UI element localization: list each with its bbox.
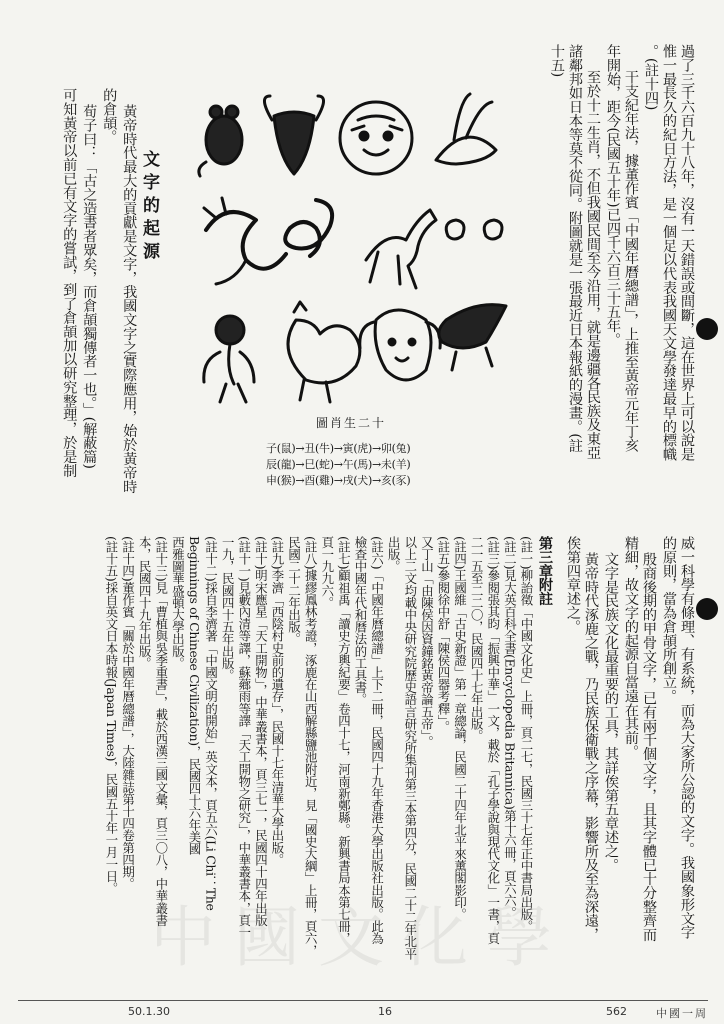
zodiac-branch: 辰(龍) xyxy=(266,458,296,471)
text-column: 。(註十四) xyxy=(643,44,659,111)
endnote-column: Beginnings of Chinese Civilization)，民國四十六年美國 xyxy=(187,536,202,855)
zodiac-branch: →丑(牛) xyxy=(295,442,334,455)
endnote-column: 以上二文均載中央研究院歷史語言研究所集刊第三本第四分，民國二十二年北平 xyxy=(402,536,418,960)
endnote-column: 檢查中國年代和曆法的工具書。 xyxy=(353,536,368,706)
footer-issue-number: 562 xyxy=(606,1005,627,1018)
rat-figure xyxy=(199,106,242,176)
zodiac-branch: →寅(虎) xyxy=(333,442,373,455)
endnote-column: 又丁山「由陳侯因資鐘銘黃帝論五帝」。 xyxy=(419,536,435,748)
zodiac-branch: 申(猴) xyxy=(266,474,296,487)
endnote-column: 民國二十二年出版。 xyxy=(286,536,302,645)
zodiac-branch: →卯(兔) xyxy=(372,442,411,455)
zodiac-branch: →午(馬) xyxy=(333,458,373,471)
endnote-column: (註九)李濟「西陰村史前的遺存」，民國十七年清華大學出版。 xyxy=(270,536,285,866)
text-column: 干支紀年法，據董作賓「中國年曆總譜」，上推至黃帝元年丁亥 xyxy=(623,70,639,453)
zodiac-branch: →巳(蛇) xyxy=(295,458,334,471)
text-column: 的倉頡。 xyxy=(101,88,118,144)
endnote-column: (註十二)採自李濟著「中國文明的開始」英文本，頁五六(Li Chi：The xyxy=(203,536,219,911)
footer-rule xyxy=(18,1000,708,1001)
text-column: 諸鄰邦如日本等莫不從同。附圖就是一張最近日本報紙的漫畫。(註 xyxy=(567,44,583,453)
endnote-column: (註三)參閱張其昀「振興中華」一文，載於「孔子學說與現代文化」一書，頁 xyxy=(485,536,501,945)
zodiac-row xyxy=(266,440,410,456)
dragon-figure xyxy=(204,198,286,284)
endnote-column: (註八)據繆鳳林考證，涿鹿在山西解縣鹽池附近，見「國史大綱」上冊，頁六， xyxy=(303,536,319,957)
endnote-column: (註十三)見「曹植與吳季重書」，載於西漢三國文彙，頁三〇八，中華叢書 xyxy=(153,536,169,927)
text-column: 俟第四章述之。 xyxy=(565,536,581,634)
endnote-column: 西雅圖華盛頓大學出版。 xyxy=(170,536,186,670)
zodiac-branch: →亥(豕) xyxy=(372,474,411,487)
endnote-column: (註七)顧祖禹「讀史方輿紀要」卷四十七，河南新鄭縣。新興書局本第七冊， xyxy=(336,536,352,945)
text-column: 的原則，當為倉頡所創立。 xyxy=(661,536,677,703)
dog-figure xyxy=(360,310,440,380)
text-column: 惟一最長久的紀日方法，是一個足以代表我國天文學發達最早的標幟 xyxy=(661,44,677,462)
section-title: 文字的起源 xyxy=(139,150,159,265)
binding-hole xyxy=(696,598,718,620)
rabbit-figure xyxy=(436,94,496,164)
zodiac-branch: →戌(犬) xyxy=(333,474,373,487)
rooster-figure xyxy=(288,302,360,402)
ox-figure xyxy=(264,96,323,174)
endnote-column: 本，民國四十九年出版。 xyxy=(137,536,153,670)
text-column: 過了三千六百九十八年，沒有一天錯誤或間斷，這在世界上可以說是 xyxy=(679,44,695,462)
endnote-column: 一九，民國四十五年出版。 xyxy=(220,536,236,682)
zodiac-row xyxy=(266,456,410,472)
monkey-figure xyxy=(204,316,254,402)
watermark: 中國文化學 xyxy=(150,899,570,976)
zodiac-row xyxy=(266,472,410,488)
pig-figure xyxy=(439,305,506,370)
tiger-figure xyxy=(340,102,412,174)
sheep-figure xyxy=(446,220,502,239)
zodiac-branch: 子(鼠) xyxy=(266,442,296,455)
endnote-column: (註五)參閱徐中舒「陳侯四器考釋」。 xyxy=(436,536,451,733)
text-column: 年開始，距今(民國五十年)已四千六百三十五年。 xyxy=(605,44,621,347)
footer-date: 50.1.30 xyxy=(128,1005,170,1018)
endnote-column: (註十四)董作賓「關於中國年曆總譜」，大陸雜誌第十四卷第四期。 xyxy=(120,536,136,890)
endnote-column: (註十五)採自英文日本時報(Japan Times)，民國五十年一月一日。 xyxy=(104,536,119,895)
text-column: 黃帝時代涿鹿之戰，乃民族保衛戰之序幕，影響所及至為深遠， xyxy=(583,552,599,942)
endnote-column: (註一)柳詒徵「中國文化史」上冊，頁二七，民國三十七年正中書局出版。 xyxy=(519,536,534,933)
endnote-column: 頁一九九六。 xyxy=(319,536,335,609)
zodiac-branch: →酉(雞) xyxy=(295,474,334,487)
text-column: 可知黃帝以前已有文字的嘗試，到了倉頡加以研究整理，於是制 xyxy=(61,88,78,478)
binding-hole xyxy=(696,318,718,340)
text-column: 文字是民族文化最重要的工具，其詳俟第五章述之。 xyxy=(603,552,619,872)
endnote-column: (註四)王國維「古史新證」第一章總論，民國二十四年北平來薰閣影印。 xyxy=(452,536,468,921)
figure-caption: 圖肖生二十 xyxy=(316,416,387,430)
footer-journal-name: 中國一周 xyxy=(656,1007,708,1020)
endnote-column: (註十一)見藪內清等譯，蘇薌雨等譯「天工開物之研究」，中華叢書本，頁一 xyxy=(236,536,252,939)
snake-figure xyxy=(285,200,332,256)
text-column: 黃帝時代最大的貢獻是文字，我國文字之實際應用，始於黃帝時 xyxy=(121,104,138,494)
text-column: 十五) xyxy=(549,44,565,78)
text-column: 殷商後期的甲骨文字，已有兩千個文字，且其字體已十分整齊而 xyxy=(641,552,657,942)
zodiac-branch: →未(羊) xyxy=(372,458,411,471)
notes-heading: 第三章附註 xyxy=(537,536,553,606)
text-column: 威一科學有條理、有系統，而為大家所公認的文字。我國象形文字 xyxy=(679,536,695,940)
text-column: 荀子曰：「古之造書者眾矣，而倉頡獨傳者一也。」(解蔽篇) xyxy=(81,104,98,469)
endnote-column: 二一五至二二〇，民國四十七年出版。 xyxy=(469,536,485,742)
text-column: 精細，故文字的起源自當遠在其前。 xyxy=(623,536,639,759)
text-column: 至於十二生肖，不但我國民間至今沿用，就是邊疆各民族及東亞 xyxy=(585,70,601,460)
zodiac-cartoon-figure xyxy=(186,90,516,410)
horse-figure xyxy=(366,210,436,288)
endnote-column: 出版。 xyxy=(386,536,402,573)
footer-page-number: 16 xyxy=(378,1005,392,1018)
endnote-column: (註六)「中國年曆總譜」上下二冊，民國四十九年香港大學出版社出版。此為 xyxy=(369,536,385,945)
endnote-column: (註二)見大英百科全書(Encyclopedia Britannica)第十六冊，頁六六。 xyxy=(502,536,518,919)
endnote-column: (註十)明宋應星「天工開物」，中華叢書本，頁三七一，民國四十四年出版 xyxy=(253,536,269,927)
